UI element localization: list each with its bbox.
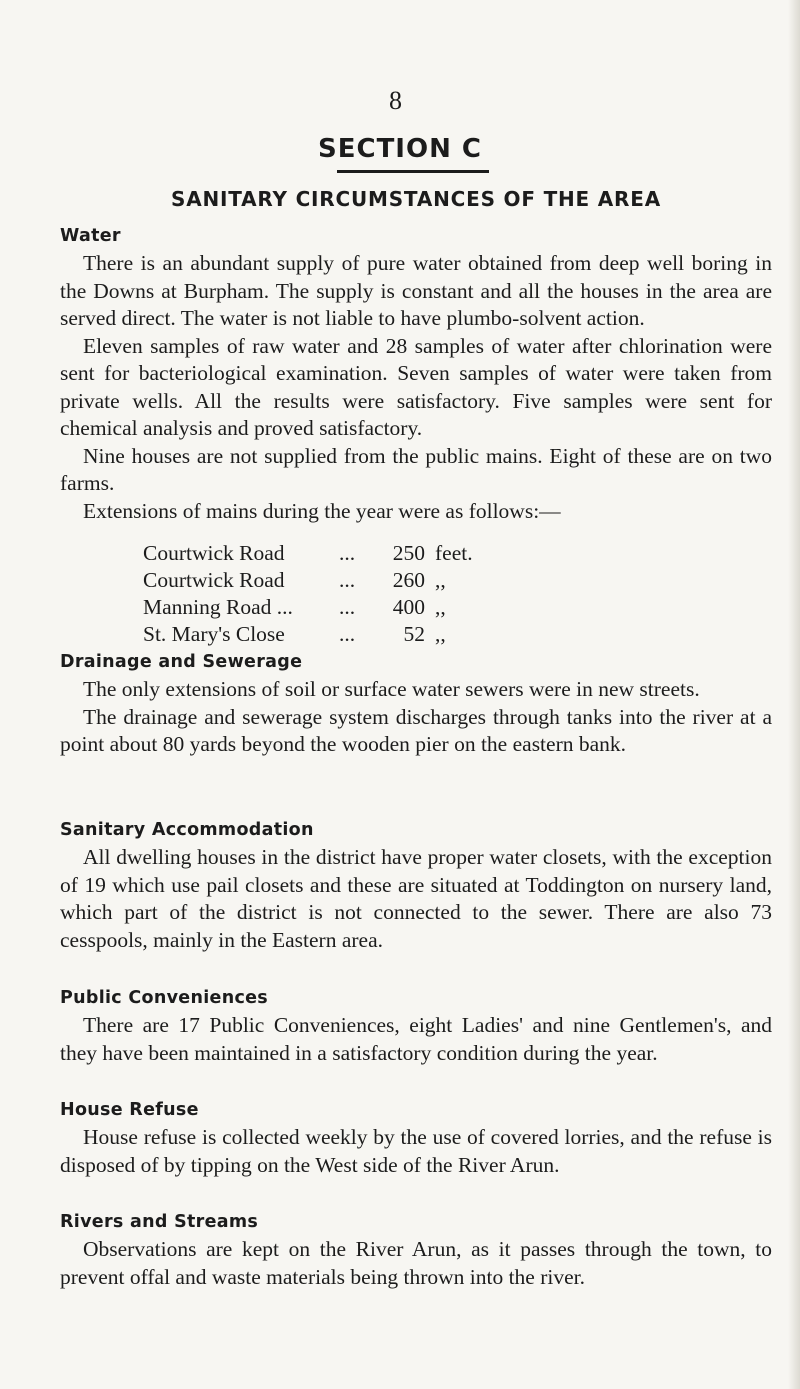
refuse-heading: House Refuse	[60, 1100, 199, 1120]
extension-row	[143, 567, 663, 594]
section-title: SECTION C	[318, 134, 482, 164]
extension-leader-dots: ...	[339, 541, 356, 565]
rivers-heading: Rivers and Streams	[60, 1212, 259, 1232]
sanitary-heading: Sanitary Accommodation	[60, 820, 314, 840]
drainage-heading: Drainage and Sewerage	[60, 652, 303, 672]
drainage-section	[60, 648, 772, 759]
extension-street: St. Mary's Close	[143, 622, 285, 646]
page-number: 8	[389, 86, 402, 115]
mains-extensions-table	[143, 540, 663, 648]
extension-leader-dots: ...	[339, 568, 356, 592]
extension-length: 260	[392, 568, 425, 592]
drainage-paragraph-1: The only extensions of soil or surface water sewers were in new streets.	[83, 677, 700, 701]
section-title-underline	[337, 170, 489, 173]
water-paragraph-4: Extensions of mains during the year were as follows:—	[83, 498, 561, 523]
rivers-paragraph-1: Observations are kept on the River Arun, as it passes through the town, to prevent offal and waste materials being thrown into the river.	[60, 1237, 772, 1289]
water-heading: Water	[60, 226, 121, 246]
extension-row	[143, 594, 663, 621]
refuse-paragraph-1: House refuse is collected weekly by the use of covered lorries, and the refuse is disposed of by tipping on the West side of the River Arun.	[60, 1125, 772, 1177]
extension-unit: ,,	[435, 568, 446, 592]
extension-street: Courtwick Road	[143, 568, 285, 592]
water-paragraph-1: There is an abundant supply of pure water obtained from deep well boring in the Downs at Burpham. The supply is constant and all the houses in the area are served direct. The water is not liable to have plumbo-solvent action.	[60, 251, 772, 330]
extension-leader-dots: ...	[339, 622, 356, 646]
extension-leader-dots: ...	[339, 595, 356, 619]
rivers-section	[60, 1208, 772, 1291]
main-heading: SANITARY CIRCUMSTANCES OF THE AREA	[171, 187, 661, 211]
extension-unit: feet.	[435, 541, 473, 565]
sanitary-section	[60, 816, 772, 954]
extension-length: 52	[403, 622, 425, 646]
water-paragraph-3: Nine houses are not supplied from the public mains. Eight of these are on two farms.	[60, 443, 772, 495]
conveniences-section	[60, 984, 772, 1067]
extension-row	[143, 621, 663, 648]
extension-length: 400	[392, 595, 425, 619]
extension-unit: ,,	[435, 622, 446, 646]
extension-street: Manning Road ...	[143, 595, 293, 619]
refuse-section	[60, 1096, 772, 1179]
page-edge-shadow	[788, 0, 800, 1389]
drainage-paragraph-2: The drainage and sewerage system discharges through tanks into the river at a point about 80 yards beyond the wooden pier on the eastern bank.	[60, 704, 772, 756]
extension-row	[143, 540, 663, 567]
conveniences-heading: Public Conveniences	[60, 988, 269, 1008]
extension-street: Courtwick Road	[143, 541, 285, 565]
extension-length: 250	[392, 541, 425, 565]
water-section	[60, 222, 772, 525]
extension-unit: ,,	[435, 595, 446, 619]
conveniences-paragraph-1: There are 17 Public Conveniences, eight Ladies' and nine Gentlemen's, and they have been maintained in a satisfactory condition during the year.	[60, 1013, 772, 1065]
water-paragraph-2: Eleven samples of raw water and 28 samples of water after chlorination were sent for bacteriological examination. Seven samples of water were taken from private wells. All the results were satisfactory. Five samples were sent for chemical analysis and proved satisfactory.	[60, 333, 772, 440]
sanitary-paragraph-1: All dwelling houses in the district have proper water closets, with the exception of 19 which use pail closets and these are situated at Toddington on nursery land, which part of the district is not connected to the sewer. There are also 73 cesspools, mainly in the Eastern area.	[60, 845, 772, 952]
